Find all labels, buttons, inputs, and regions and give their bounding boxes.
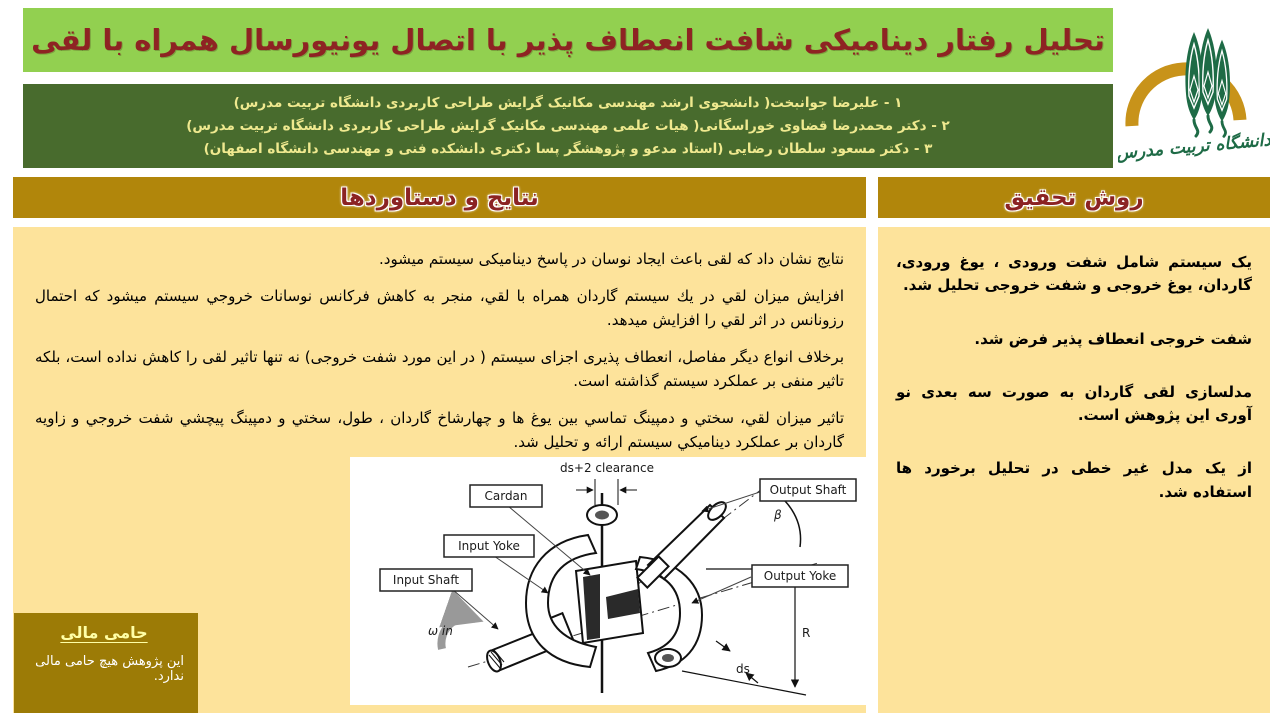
method-paragraph-4: از یک مدل غیر خطی در تحلیل برخورد ها استفاده شد. [896, 459, 1252, 501]
sponsor-title: حامی مالی [60, 623, 148, 642]
clearance-dimension [576, 479, 637, 505]
author-line-3: ۳ - دکتر مسعود سلطان رضایی (استاد مدعو و پژوهشگر پسا دکتری دانشکده فنی و مهندسی دانشگاه اصفهان) [203, 141, 933, 157]
cardan-joint-figure [350, 457, 867, 705]
beta-label: β [774, 508, 782, 522]
sponsor-text: این پژوهش هیچ حامی مالی ندارد. [35, 654, 184, 684]
method-paragraph-3: مدلسازی لقی گاردان به صورت سه بعدی نو آوری این پژوهش است. [896, 382, 1252, 424]
results-paragraph-1: نتایج نشان داد که لقی باعث ایجاد نوسان در پاسخ دینامیکی سیستم میشود. [379, 250, 844, 268]
cardan-joint-diagram [350, 457, 867, 705]
author-line-1: ۱ - علیرضا جوانبخت( دانشجوی ارشد مهندسی مکانیک گرایش طراحی کاربردی دانشگاه تربیت مدرس) [233, 95, 903, 111]
university-logo [1118, 4, 1270, 168]
author-line-2: ۲ - دکتر محمدرضا قضاوی خوراسگانی( هیات علمی مهندسی مکانیک گرایش طراحی کاربردی دانشگاه تربیت مدرس) [186, 118, 950, 134]
logo-text: دانشگاه تربیت مدرس [1118, 130, 1270, 164]
output-yoke-label: Output Yoke [763, 569, 837, 583]
university-logo-icon [1118, 4, 1270, 168]
method-panel [878, 227, 1270, 713]
results-paragraph-2: افزایش میزان لقي در یك سیستم گاردان همراه با لقي، منجر به کاهش فرکانس نوسانات خروجي سیستم میشود که احتمال رزونانس در اثر لقي را افزایش میدهد. [35, 287, 844, 329]
poster-title-bar [23, 8, 1113, 72]
poster-title: تحلیل رفتار دینامیکی شافت انعطاف پذیر با اتصال یونیورسال همراه با لقی [31, 23, 1105, 57]
results-paragraph-3: برخلاف انواع دیگر مفاصل، انعطاف پذیری اجزای سیستم ( در این مورد شفت خروجی) نه تنها تاثیر لقی را کاهش نداده است، بلکه تاثیر منفی بر عملکرد سیستم گذاشته است. [35, 348, 844, 390]
authors-bar [23, 84, 1113, 168]
results-section-header [13, 177, 866, 218]
ds-label: ds [736, 662, 750, 676]
sponsor-box [14, 613, 198, 713]
input-yoke-label: Input Yoke [458, 539, 520, 553]
method-paragraph-2: شفت خروجی انعطاف پذیر فرض شد. [974, 329, 1252, 348]
results-paragraph-4: تاثیر میزان لقي، سختي و دمپینگ تماسي بین یوغ ها و چهارشاخ گاردان ، طول، سختي و دمپینگ پیچشي شفت خروجي و زاویه گاردان بر عملکرد دینامیکي سیستم ارائه و تحلیل شد. [35, 409, 844, 451]
method-section-header [878, 177, 1270, 218]
omega-in-label: ω in [428, 624, 453, 638]
input-shaft-label: Input Shaft [392, 573, 460, 587]
cardan-label: Cardan [484, 489, 528, 503]
logo-cypress-trees [1185, 28, 1230, 136]
method-header-label: روش تحقیق [1004, 184, 1144, 211]
results-header-label: نتایج و دستاوردها [340, 184, 539, 211]
clearance-label: ds+2 clearance [560, 461, 654, 475]
output-shaft-label: Output Shaft [769, 483, 847, 497]
radius-label: R [802, 626, 811, 640]
method-paragraph-1: یک سیستم شامل شفت ورودی ، یوغ ورودی، گاردان، یوغ خروجی و شفت خروجی تحلیل شد. [896, 253, 1252, 295]
